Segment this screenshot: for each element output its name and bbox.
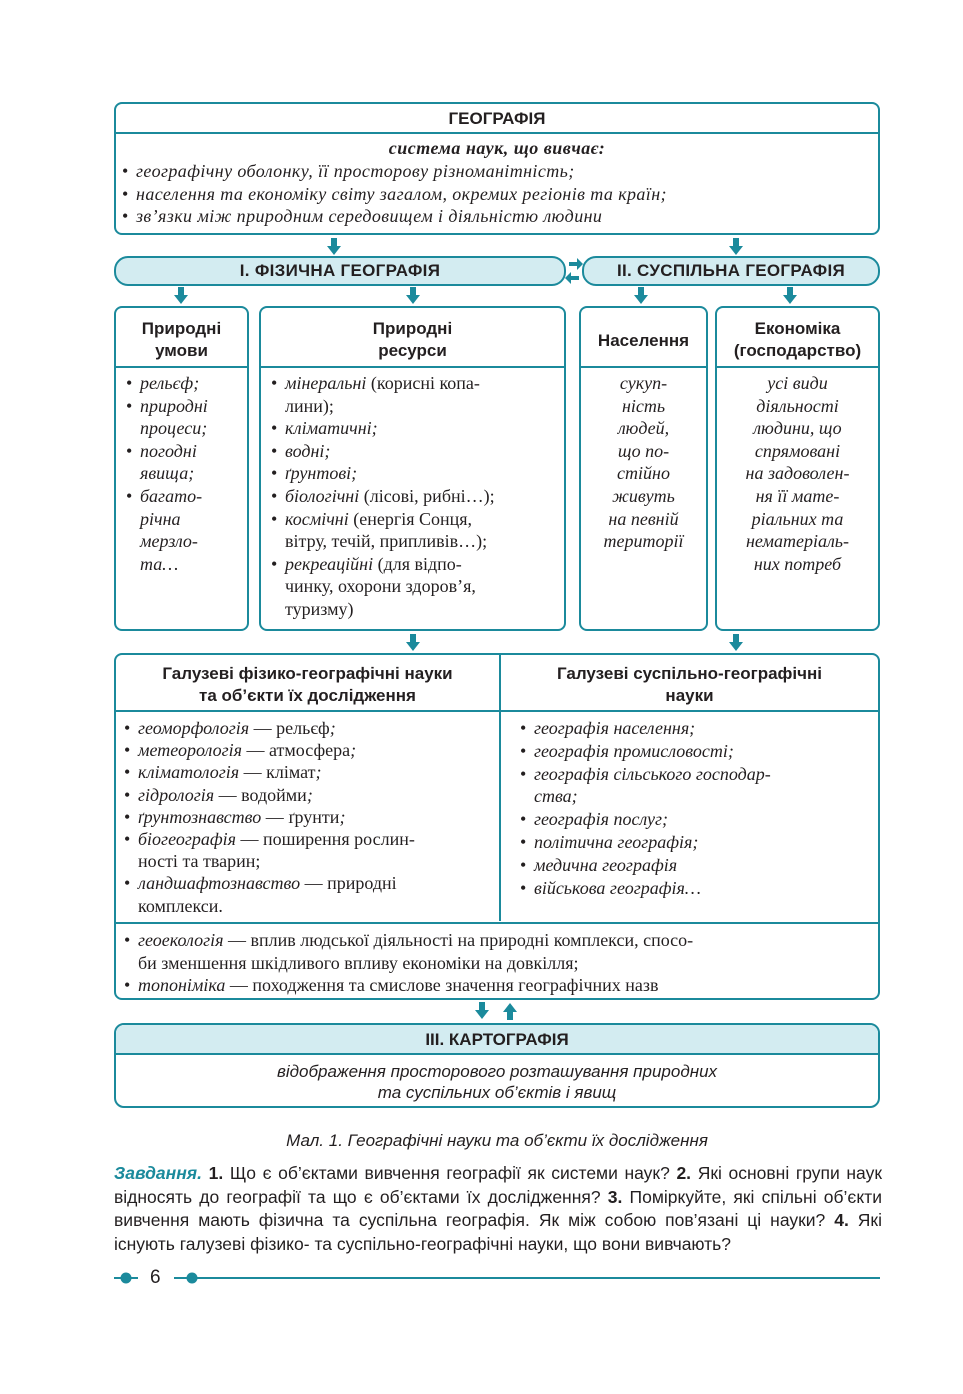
description-line: ність — [621, 395, 666, 416]
arrow-down-icon — [326, 238, 342, 256]
list-item: • гідрологія — водойми; — [124, 784, 313, 805]
list-item: туризму) — [285, 598, 354, 619]
population-description — [583, 372, 704, 553]
list-item: явища; — [140, 463, 195, 484]
list-item: • ландшафтознавство — природні — [124, 873, 397, 894]
cartography-description: відображення просторового розташування природних та суспільних об’єктів і явищ — [276, 1062, 718, 1102]
list-item: вітру, течій, припливів…); — [285, 531, 488, 552]
geography-title: ГЕОГРАФІЯ — [448, 109, 546, 128]
list-item: • зв’язки між природним середовищем і діяльністю людини — [120, 205, 874, 228]
list-item: • мінеральні (корисні копа- — [271, 373, 480, 393]
list-item: процеси; — [140, 418, 208, 439]
arrow-down-icon — [782, 287, 798, 305]
arrow-up-icon — [502, 1002, 518, 1020]
description-line: стійно — [617, 463, 670, 484]
description-line: живуть — [612, 485, 675, 506]
list-item: • політична географія; — [520, 831, 699, 852]
list-item: ства; — [534, 786, 578, 807]
list-item: • географічну оболонку, її просторову різноманітність; — [120, 160, 874, 183]
description-line: сукуп- — [619, 373, 668, 393]
list-item: • ґрунтознавство — ґрунти; — [124, 806, 346, 827]
list-item: • топоніміка — походження та смислове значення географічних назв — [124, 975, 659, 996]
list-item: • космічні (енергія Сонця, — [271, 508, 473, 529]
description-line: людей, — [617, 418, 670, 439]
list-item: • природні — [126, 395, 208, 416]
natural-resources-list — [269, 372, 560, 621]
social-branch-list — [518, 717, 874, 899]
list-item: • ґрунтові; — [271, 463, 358, 484]
list-item: чинку, охорони здоров’я, — [285, 576, 476, 597]
economy-title: Економіка (господарство) — [733, 319, 862, 360]
list-item: • рекреаційні (для відпо- — [271, 553, 462, 574]
arrow-down-icon — [633, 287, 649, 305]
double-arrow-icon — [565, 257, 583, 285]
list-item: ності та тварин; — [138, 851, 261, 872]
physical-branch-list — [122, 717, 494, 917]
page-number: 6 — [150, 1267, 161, 1288]
list-item: • біологічні (лісові, рибні…); — [271, 485, 495, 506]
figure-caption: Мал. 1. Географічні науки та об’єкти їх дослідження — [286, 1131, 708, 1150]
arrow-down-icon — [728, 238, 744, 256]
list-item: річна — [140, 508, 181, 529]
footer-ornament-icon — [112, 1268, 882, 1288]
shared-sciences-list — [122, 929, 874, 997]
cartography-title: ІІІ. КАРТОГРАФІЯ — [425, 1030, 569, 1049]
natural-conditions-title: Природні умови — [141, 319, 222, 360]
list-item: • рельєф; — [126, 373, 200, 393]
geography-box — [114, 102, 880, 235]
natural-conditions-box — [114, 306, 249, 631]
cartography-box — [114, 1023, 880, 1108]
list-item: • географія сільського господар- — [520, 763, 771, 784]
arrow-down-icon — [728, 634, 744, 652]
description-line: ня її мате- — [755, 485, 840, 506]
list-item: мерзло- — [140, 531, 198, 552]
list-item: • багато- — [126, 485, 203, 506]
description-line: спрямовані — [754, 440, 841, 461]
geography-items — [120, 160, 874, 228]
list-item: • населення та економіку світу загалом, окремих регіонів та країн; — [120, 183, 874, 206]
population-box — [579, 306, 708, 631]
natural-conditions-list — [124, 372, 243, 575]
list-item: • географія послуг; — [520, 809, 669, 830]
list-item: • медична географія — [520, 854, 678, 875]
list-item: комплекси. — [138, 895, 223, 916]
list-item: • метеорологія — атмосфера; — [124, 740, 357, 761]
list-item: лини); — [285, 395, 334, 416]
list-item: би зменшення шкідливого впливу економіки на довкілля; — [138, 952, 579, 973]
list-item: • геоморфологія — рельєф; — [124, 718, 336, 738]
task-paragraph: Завдання. 1. Що є об’єктами вивчення географії як системи наук? 2. Які основні групи наук відносять до географії та що є об’єктами їх дослідження? 3. Поміркуйте, які спільні об’єкти вивчення мають фізична та суспільна географія. Як між собою пов’язані ці науки? 4. Які існують галузеві фізико- та суспільно-географічні науки, що вони вивчають? — [114, 1163, 882, 1254]
description-line: діяльності — [756, 395, 839, 416]
arrow-down-icon — [173, 287, 189, 305]
list-item: • погодні — [126, 440, 197, 461]
list-item: • географія населення; — [520, 718, 696, 738]
description-line: території — [603, 531, 684, 552]
arrow-down-icon — [405, 287, 421, 305]
task-label: Завдання. — [114, 1163, 202, 1183]
natural-resources-box — [259, 306, 566, 631]
list-item: • військова географія… — [520, 877, 701, 898]
list-item: • геоекологія — вплив людської діяльності на природні комплекси, спосо- — [124, 930, 694, 950]
branch-sciences-box — [114, 653, 880, 1000]
physical-branch-title: Галузеві фізико-географічні науки та об’єкти їх дослідження — [162, 664, 453, 705]
list-item: • географія промисловості; — [520, 740, 734, 761]
economy-box — [715, 306, 880, 631]
geography-subtitle: система наук, що вивчає: — [388, 138, 606, 158]
list-item: • кліматологія — клімат; — [124, 762, 322, 783]
description-line: ріальних та — [751, 508, 844, 529]
list-item: • кліматичні; — [271, 418, 378, 439]
list-item: • водні; — [271, 440, 331, 461]
arrow-down-icon — [474, 1002, 490, 1020]
description-line: усі види — [767, 373, 828, 393]
description-line: на певній — [608, 508, 679, 529]
social-geography-header: ІІ. СУСПІЛЬНА ГЕОГРАФІЯ — [582, 256, 880, 286]
natural-resources-title: Природні ресурси — [372, 319, 453, 360]
arrow-down-icon — [405, 634, 421, 652]
list-item: • біогеографія — поширення рослин- — [124, 829, 415, 850]
population-title: Населення — [597, 331, 690, 350]
description-line: них потреб — [753, 553, 842, 574]
description-line: людини, що — [753, 418, 842, 439]
description-line: що по- — [617, 440, 670, 461]
description-line: нематеріаль- — [746, 531, 849, 552]
list-item: та… — [140, 553, 179, 574]
social-branch-title: Галузеві суспільно-географічні науки — [556, 664, 823, 705]
economy-description — [719, 372, 876, 575]
description-line: на задоволен- — [745, 463, 850, 484]
physical-geography-header: І. ФІЗИЧНА ГЕОГРАФІЯ — [114, 256, 566, 286]
